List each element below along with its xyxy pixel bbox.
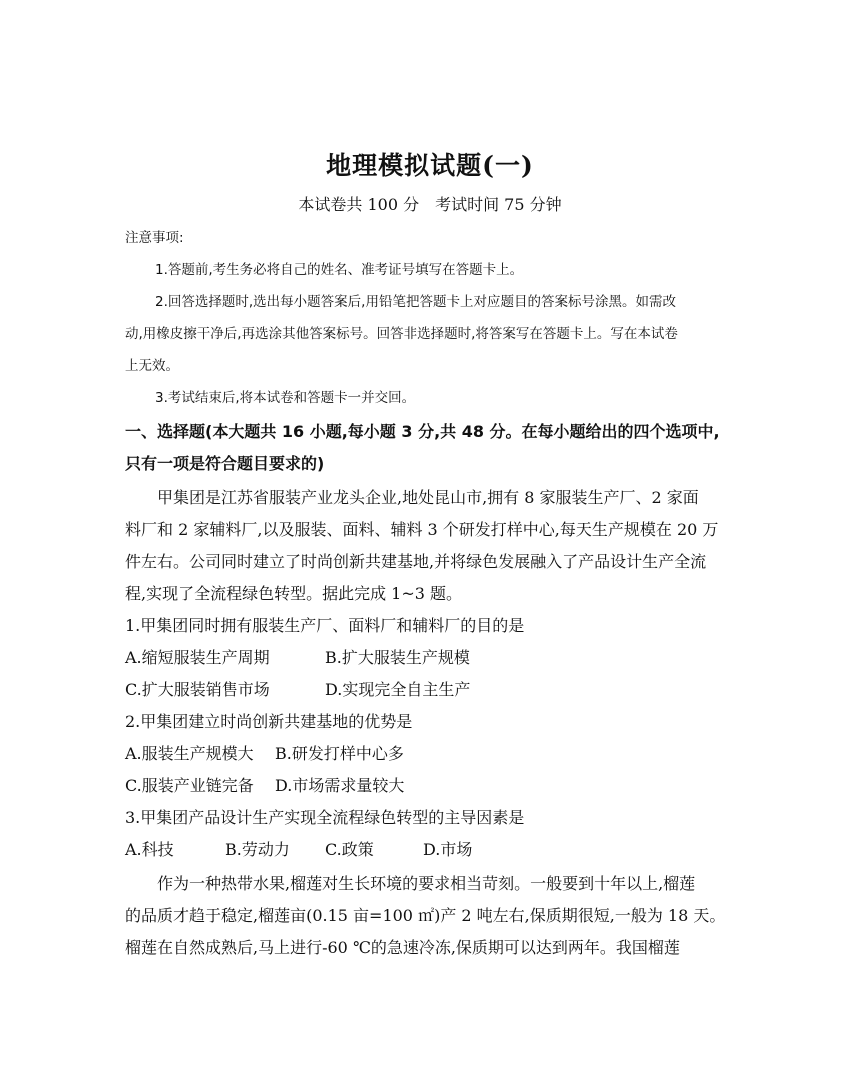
passage-1-line-3: 件左右。公司同时建立了时尚创新共建基地,并将绿色发展融入了产品设计生产全流 [125, 552, 707, 571]
option-a: A.服装生产规模大 [125, 744, 254, 763]
section-heading-line-1: 一、选择题(本大题共 16 小题,每小题 3 分,共 48 分。在每小题给出的四个选项中, [125, 422, 720, 441]
passage-2-line-1: 作为一种热带水果,榴莲对生长环境的要求相当苛刻。一般要到十年以上,榴莲 [157, 874, 696, 893]
question-3: 3.甲集团产品设计生产实现全流程绿色转型的主导因素是 [125, 808, 525, 827]
notice-item-3: 3.考试结束后,将本试卷和答题卡一并交回。 [155, 390, 416, 406]
option-b: B.研发打样中心多 [275, 744, 404, 763]
option-c: C.政策 [325, 840, 374, 859]
passage-1-line-4: 程,实现了全流程绿色转型。据此完成 1~3 题。 [125, 584, 463, 603]
option-b: B.扩大服装生产规模 [325, 648, 470, 667]
exam-info: 本试卷共 100 分 考试时间 75 分钟 [298, 195, 562, 214]
option-c: C.服装产业链完备 [125, 776, 254, 795]
question-2: 2.甲集团建立时尚创新共建基地的优势是 [125, 712, 413, 731]
notice-item-2-line-1: 2.回答选择题时,选出每小题答案后,用铅笔把答题卡上对应题目的答案标号涂黑。如需改 [155, 294, 676, 310]
option-a: A.科技 [125, 840, 174, 859]
option-c: C.扩大服装销售市场 [125, 680, 270, 699]
notice-item-2-line-2: 动,用橡皮擦干净后,再选涂其他答案标号。回答非选择题时,将答案写在答题卡上。写在本试卷 [125, 326, 678, 342]
option-b: B.劳动力 [225, 840, 290, 859]
notice-item-2-line-3: 上无效。 [125, 358, 179, 374]
notice-heading: 注意事项: [125, 230, 184, 246]
passage-2-line-3: 榴莲在自然成熟后,马上进行-60 ℃的急速冷冻,保质期可以达到两年。我国榴莲 [125, 938, 680, 957]
option-d: D.实现完全自主生产 [325, 680, 471, 699]
notice-item-1: 1.答题前,考生务必将自己的姓名、准考证号填写在答题卡上。 [155, 262, 524, 278]
passage-1-line-1: 甲集团是江苏省服装产业龙头企业,地处昆山市,拥有 8 家服装生产厂、2 家面 [157, 488, 699, 507]
passage-2-line-2: 的品质才趋于稳定,榴莲亩(0.15 亩=100 ㎡)产 2 吨左右,保质期很短,一般为 18 天。 [125, 906, 726, 925]
question-1: 1.甲集团同时拥有服装生产厂、面料厂和辅料厂的目的是 [125, 616, 525, 635]
page-title: 地理模拟试题(一) [326, 151, 534, 180]
option-d: D.市场 [423, 840, 473, 859]
passage-1-line-2: 料厂和 2 家辅料厂,以及服装、面料、辅料 3 个研发打样中心,每天生产规模在 20 万 [125, 520, 719, 539]
option-a: A.缩短服装生产周期 [125, 648, 270, 667]
section-heading-line-2: 只有一项是符合题目要求的) [125, 454, 325, 473]
option-d: D.市场需求量较大 [275, 776, 405, 795]
